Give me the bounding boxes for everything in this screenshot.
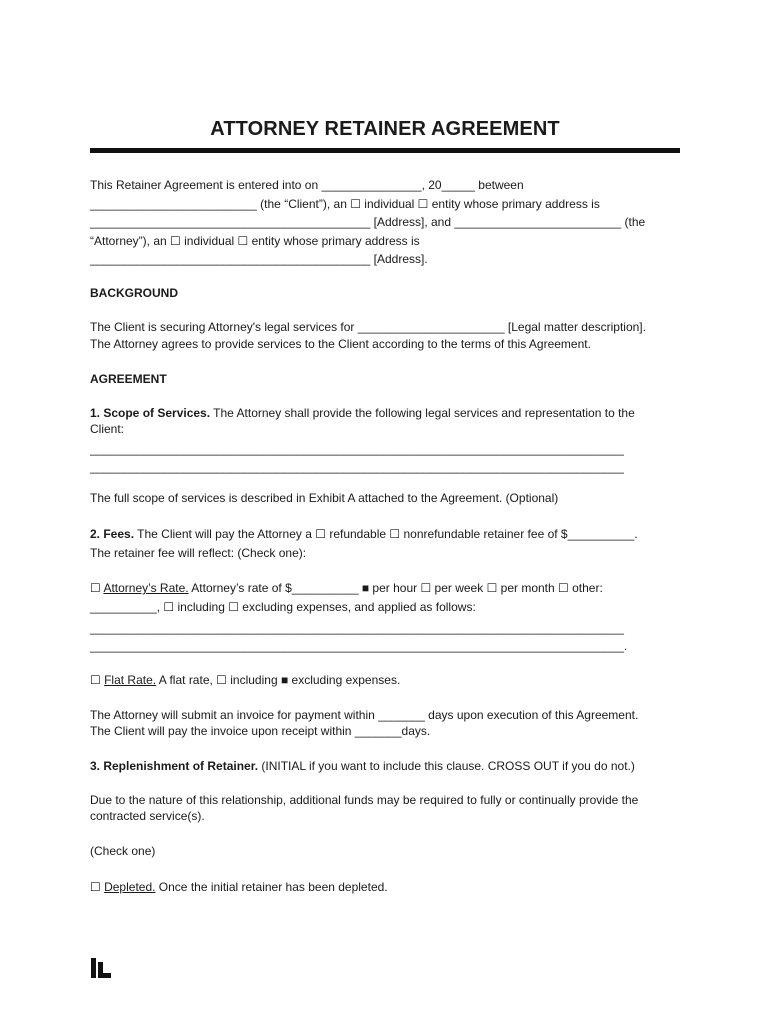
fees-line-1 [90, 526, 638, 542]
flat-rate-text: A flat rate, ☐ including ■ excluding expenses. [156, 673, 401, 687]
replenishment-text: (INITIAL if you want to include this clause. CROSS OUT if you do not.) [258, 759, 635, 773]
invoice-line-1: The Attorney will submit an invoice for payment within _______ days upon execution of this Agreement. [90, 708, 639, 722]
background-heading: BACKGROUND [90, 286, 178, 300]
scope-blank-1: ________________________________________________________________________________ [90, 442, 624, 456]
scope-line-1 [90, 405, 635, 421]
invoice-line-2: The Client will pay the invoice upon receipt within _______days. [90, 724, 431, 738]
replenishment-line-2: contracted service(s). [90, 809, 205, 823]
attorney-rate-line-2: __________, ☐ including ☐ excluding expenses, and applied as follows: [90, 600, 476, 614]
flat-rate-checkbox[interactable]: ☐ [90, 673, 105, 687]
intro-line-3: __________________________________________ [Address], and _________________________ (the [90, 215, 646, 229]
scope-blank-2: ________________________________________________________________________________ [90, 460, 624, 474]
replenishment-label: 3. Replenishment of Retainer. [90, 759, 259, 773]
flat-rate-line [90, 672, 400, 688]
title-divider [90, 148, 680, 153]
intro-line-4: “Attorney”), an ☐ individual ☐ entity whose primary address is [90, 234, 420, 248]
background-line-2: The Attorney agrees to provide services to the Client according to the terms of this Agreement. [90, 337, 591, 351]
intro-line-2: _________________________ (the “Client”), an ☐ individual ☐ entity whose primary address is [90, 197, 600, 211]
fees-line-2: The retainer fee will reflect: (Check one): [90, 546, 307, 560]
background-line-1: The Client is securing Attorney's legal services for ______________________ [Legal matter description]. [90, 320, 646, 334]
depleted-text: Once the initial retainer has been depleted. [155, 880, 388, 894]
fees-text: The Client will pay the Attorney a ☐ refundable ☐ nonrefundable retainer fee of $__________. [134, 527, 638, 541]
attorney-rate-blank-2: ________________________________________________________________________________. [90, 639, 628, 653]
brand-logo-icon [91, 958, 113, 978]
scope-line-2: Client: [90, 422, 125, 436]
depleted-line [90, 879, 388, 895]
depleted-label: Depleted. [104, 880, 156, 894]
replenishment-heading-line [90, 758, 635, 774]
intro-line-1: This Retainer Agreement is entered into on _______________, 20_____ between [90, 178, 524, 192]
attorney-rate-label: Attorney’s Rate. [103, 581, 189, 595]
agreement-heading: AGREEMENT [90, 372, 167, 386]
attorney-rate-checkbox[interactable]: ☐ [90, 581, 104, 595]
scope-label: 1. Scope of Services. [90, 406, 211, 420]
depleted-checkbox[interactable]: ☐ [90, 880, 105, 894]
replenishment-line-1: Due to the nature of this relationship, additional funds may be required to fully or continually provide the [90, 793, 639, 807]
attorney-rate-text: Attorney’s rate of $__________ ■ per hour ☐ per week ☐ per month ☐ other: [188, 581, 603, 595]
attorney-rate-blank-1: ________________________________________________________________________________ [90, 621, 624, 635]
document-title: ATTORNEY RETAINER AGREEMENT [210, 118, 560, 140]
scope-text: The Attorney shall provide the following legal services and representation to the [210, 406, 635, 420]
scope-exhibit: The full scope of services is described in Exhibit A attached to the Agreement. (Optional) [90, 491, 559, 505]
flat-rate-label: Flat Rate. [104, 673, 157, 687]
check-one-note: (Check one) [90, 844, 156, 858]
intro-line-5: __________________________________________ [Address]. [90, 252, 428, 266]
attorney-rate-line-1 [90, 580, 603, 596]
fees-label: 2. Fees. [90, 527, 135, 541]
